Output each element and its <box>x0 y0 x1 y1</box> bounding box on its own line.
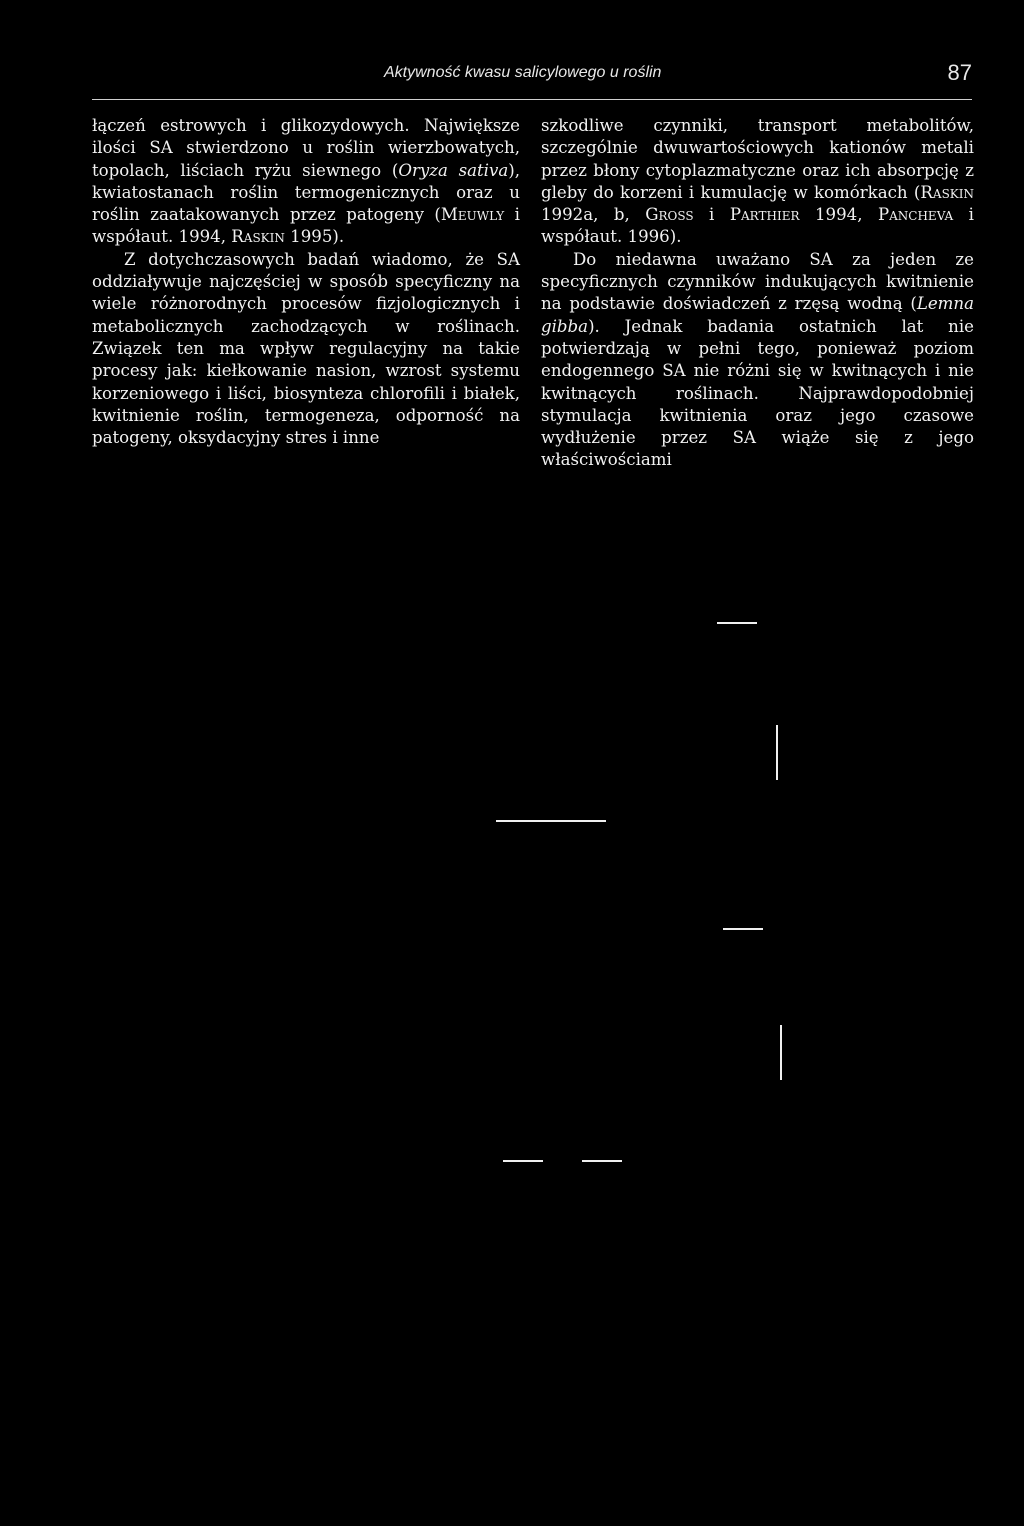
species-name: Oryza sativa <box>398 160 509 180</box>
citation-author: Pancheva <box>877 205 954 225</box>
citation-author: Gross <box>645 205 694 225</box>
scan-mark-horizontal <box>582 1160 622 1162</box>
header-rule <box>92 99 972 100</box>
scan-mark-horizontal <box>496 820 606 822</box>
scan-mark-horizontal <box>503 1160 543 1162</box>
citation-author: Parthier <box>729 205 800 225</box>
citation-author: Raskin <box>231 227 285 247</box>
scan-mark-horizontal <box>723 928 763 930</box>
scan-mark-horizontal <box>717 622 757 624</box>
scan-mark-vertical <box>780 1025 782 1080</box>
citation-author: Raskin <box>920 182 974 202</box>
right-paragraph-2: Do niedawna uważano SA za jeden ze specyficznych czynników indukujących kwitnienie na podstawie doświadczeń z rzęsą wodną (Lemna gibba). Jednak badania ostatnich lat nie potwierdzają w pełni tego, ponieważ poziom endogennego SA nie różni się w kwitnących i nie kwitnących roślinach. Najprawdopodobniej stymulacja kwitnienia oraz jego czasowe wydłużenie przez SA wiąże się z jego właściwościami <box>541 249 974 470</box>
running-title: Aktywność kwasu salicylowego u roślin <box>384 64 662 81</box>
scan-mark-vertical <box>776 725 778 780</box>
species-name: Lemna gibba <box>541 294 974 336</box>
right-column <box>541 115 974 472</box>
left-column <box>92 115 520 449</box>
page-number: 87 <box>947 60 972 85</box>
left-paragraph-1: łączeń estrowych i glikozydowych. Największe ilości SA stwierdzono u roślin wierzbowatych, topolach, liściach ryżu siewnego (Oryza sativa), kwiatostanach roślin termogenicznych oraz u roślin zaatakowanych przez patogeny (Meuwly i współaut. 1994, Raskin 1995). <box>92 116 520 247</box>
right-paragraph-1: szkodliwe czynniki, transport metabolitów, szczególnie dwuwartościowych kationów metali przez błony cytoplazmatyczne oraz ich absorpcję z gleby do korzeni i kumulację w komórkach (Raskin 1992a, b, Gross i Parthier 1994, Pancheva i współaut. 1996). <box>541 116 974 247</box>
left-paragraph-2: Z dotychczasowych badań wiadomo, że SA oddziaływuje najczęściej w sposób specyficzny na wiele różnorodnych procesów fizjologicznych i metabolicznych zachodzących w roślinach. Związek ten ma wpływ regulacyjny na takie procesy jak: kiełkowanie nasion, wzrost systemu korzeniowego i liści, biosynteza chlorofili i białek, kwitnienie roślin, termogeneza, odporność na patogeny, oksydacyjny stres i inne <box>92 249 520 448</box>
citation-author: Meuwly <box>440 205 505 225</box>
